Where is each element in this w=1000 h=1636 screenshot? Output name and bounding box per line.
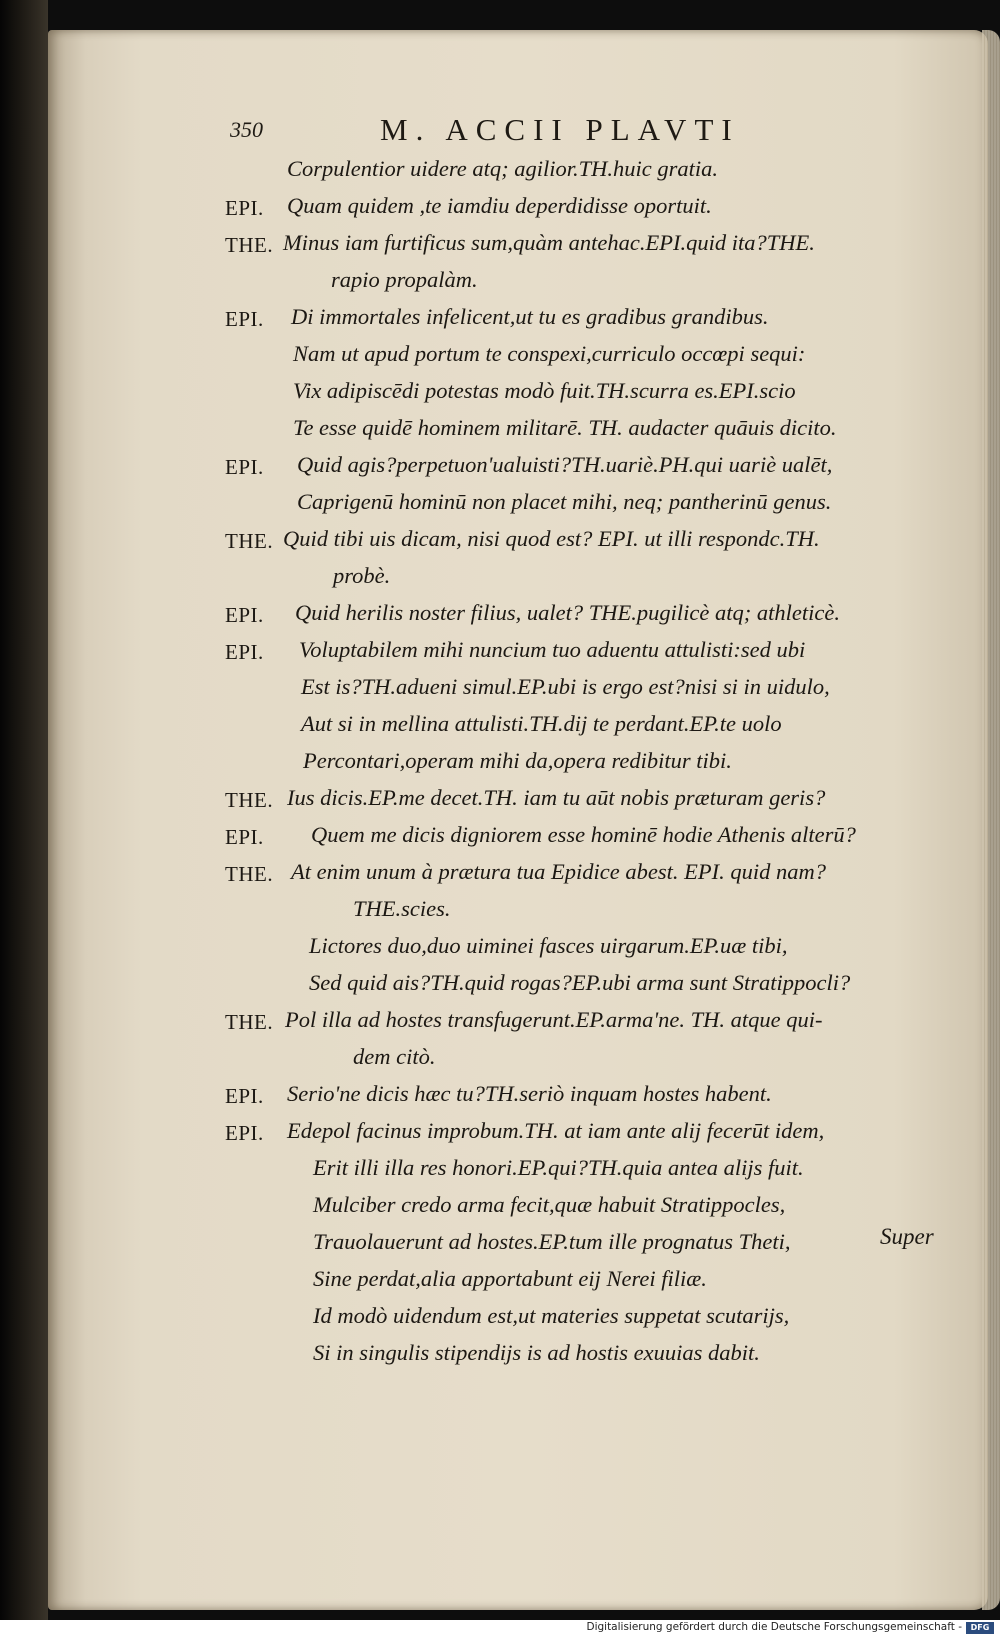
book-gutter xyxy=(0,0,48,1620)
verse-line xyxy=(225,335,945,372)
verse-line xyxy=(225,1223,945,1260)
verse-text: Quid tibi uis dicam, nisi quod est? EPI. ut illi respondc.TH. xyxy=(283,526,820,551)
page-edges xyxy=(982,30,1000,1610)
verse-line xyxy=(225,1297,945,1334)
verse-line xyxy=(225,742,945,779)
speaker-label: THE. xyxy=(225,529,274,553)
speaker-label: EPI. xyxy=(225,825,264,849)
speaker-label: THE. xyxy=(225,1010,274,1034)
speaker-label: EPI. xyxy=(225,1084,264,1108)
funding-notice: Digitalisierung gefördert durch die Deutsche Forschungsgemeinschaft - xyxy=(586,1621,962,1633)
verse-line xyxy=(225,446,945,483)
verse-line xyxy=(225,557,945,594)
verse-text: Percontari,operam mihi da,opera redibitur tibi. xyxy=(303,748,732,773)
verse-line xyxy=(225,520,945,557)
speaker-label: EPI. xyxy=(225,196,264,220)
verse-line xyxy=(225,1001,945,1038)
verse-line xyxy=(225,631,945,668)
speaker-label: EPI. xyxy=(225,1121,264,1145)
verse-text: Minus iam furtificus sum,quàm antehac.EPI.quid ita?THE. xyxy=(283,230,815,255)
verse-line xyxy=(225,187,945,224)
verse-text: Aut si in mellina attulisti.TH.dij te perdant.EP.te uolo xyxy=(301,711,782,736)
verse-line xyxy=(225,1112,945,1149)
verse-text: Lictores duo,duo uiminei fasces uirgarum.EP.uæ tibi, xyxy=(309,933,788,958)
verse-text: Sine perdat,alia apportabunt eij Nerei filiæ. xyxy=(313,1266,707,1291)
verse-line xyxy=(225,261,945,298)
verse-line xyxy=(225,1075,945,1112)
verse-text: Quem me dicis digniorem esse hominē hodie Athenis alterū? xyxy=(311,822,856,847)
verse-text: Edepol facinus improbum.TH. at iam ante alij fecerūt idem, xyxy=(287,1118,825,1143)
verse-line xyxy=(225,298,945,335)
verse-text: Ius dicis.EP.me decet.TH. iam tu aūt nobis præturam geris? xyxy=(287,785,826,810)
speaker-label: THE. xyxy=(225,862,274,886)
footer-bar xyxy=(0,1620,1000,1636)
verse-text: THE.scies. xyxy=(353,896,451,921)
verse-line xyxy=(225,483,945,520)
verse-line xyxy=(225,705,945,742)
verse-text: Id modò uidendum est,ut materies suppetat scutarijs, xyxy=(313,1303,790,1328)
verse-text: Trauolauerunt ad hostes.EP.tum ille prognatus Theti, xyxy=(313,1229,791,1254)
speaker-label: EPI. xyxy=(225,455,264,479)
speaker-label: EPI. xyxy=(225,603,264,627)
verse-line xyxy=(225,890,945,927)
page-number: 350 xyxy=(230,117,263,142)
verse-text: Quam quidem ,te iamdiu deperdidisse oportuit. xyxy=(287,193,712,218)
text-block xyxy=(225,150,945,1371)
verse-line xyxy=(225,1334,945,1371)
verse-text: Di immortales infelicent,ut tu es gradibus grandibus. xyxy=(291,304,769,329)
verse-line xyxy=(225,1149,945,1186)
verse-line xyxy=(225,853,945,890)
verse-text: Erit illi illa res honori.EP.qui?TH.quia antea alijs fuit. xyxy=(313,1155,804,1180)
verse-text: dem citò. xyxy=(353,1044,436,1069)
running-head: M. ACCII PLAVTI xyxy=(380,112,740,147)
speaker-label: EPI. xyxy=(225,640,264,664)
verse-line xyxy=(225,224,945,261)
speaker-label: THE. xyxy=(225,788,274,812)
catchword: Super xyxy=(880,1224,934,1249)
verse-line xyxy=(225,668,945,705)
verse-line xyxy=(225,1038,945,1075)
verse-text: Mulciber credo arma fecit,quæ habuit Stratippocles, xyxy=(313,1192,786,1217)
verse-text: Si in singulis stipendijs is ad hostis exuuias dabit. xyxy=(313,1340,760,1365)
verse-line xyxy=(225,1260,945,1297)
verse-line xyxy=(225,594,945,631)
verse-text: At enim unum à prætura tua Epidice abest. EPI. quid nam? xyxy=(291,859,826,884)
verse-text: Caprigenū hominū non placet mihi, neq; pantherinū genus. xyxy=(297,489,832,514)
speaker-label: THE. xyxy=(225,233,274,257)
verse-text: Te esse quidē hominem militarē. TH. audacter quāuis dicito. xyxy=(293,415,837,440)
verse-line xyxy=(225,964,945,1001)
dfg-logo-icon: DFG xyxy=(966,1622,994,1634)
verse-line xyxy=(225,409,945,446)
verse-text: Est is?TH.adueni simul.EP.ubi is ergo est?nisi si in uidulo, xyxy=(301,674,830,699)
verse-text: Pol illa ad hostes transfugerunt.EP.arma'ne. TH. atque qui- xyxy=(285,1007,823,1032)
verse-text: Serio'ne dicis hæc tu?TH.seriò inquam hostes habent. xyxy=(287,1081,772,1106)
verse-text: Vix adipiscēdi potestas modò fuit.TH.scurra es.EPI.scio xyxy=(293,378,796,403)
verse-text: rapio propalàm. xyxy=(331,267,478,292)
speaker-label: EPI. xyxy=(225,307,264,331)
verse-text: probè. xyxy=(333,563,391,588)
verse-text: Quid herilis noster filius, ualet? THE.pugilicè atq; athleticè. xyxy=(295,600,840,625)
verse-text: Quid agis?perpetuon'ualuisti?TH.uariè.PH.qui uariè ualēt, xyxy=(297,452,833,477)
verse-text: Corpulentior uidere atq; agilior.TH.huic gratia. xyxy=(287,156,719,181)
verse-line xyxy=(225,1186,945,1223)
verse-line xyxy=(225,150,945,187)
verse-text: Nam ut apud portum te conspexi,curriculo occœpi sequi: xyxy=(293,341,806,366)
verse-line xyxy=(225,816,945,853)
verse-text: Sed quid ais?TH.quid rogas?EP.ubi arma sunt Stratippocli? xyxy=(309,970,851,995)
verse-text: Voluptabilem mihi nuncium tuo aduentu attulisti:sed ubi xyxy=(299,637,806,662)
verse-line xyxy=(225,372,945,409)
verse-line xyxy=(225,779,945,816)
verse-line xyxy=(225,927,945,964)
